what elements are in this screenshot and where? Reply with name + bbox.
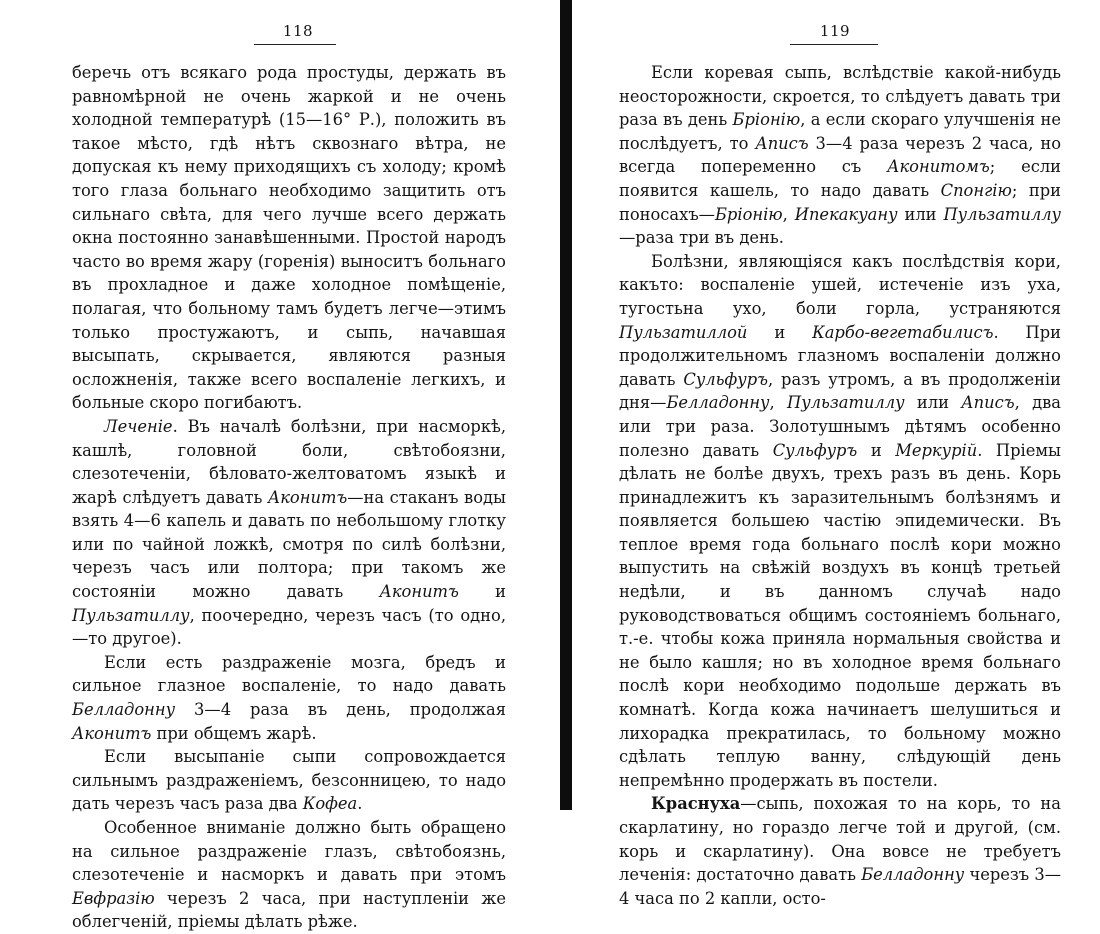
emphasized-term: Евфразію — [72, 888, 155, 908]
text-run: и — [857, 440, 896, 460]
text-run: , два или три раза. Золотушнымъ дѣтямъ особенно полезно давать — [619, 393, 1061, 460]
text-run: . Пріемы дѣлать не болѣе двухъ, трехъ разъ въ день. Корь принадлежитъ къ заразительнымъ болѣзнямъ и появляется большею частію эпидемически. Въ теплое время года больнаго послѣ кори можно выпустить на свѣжій воздухъ въ концѣ третьей недѣли, и въ данномъ случаѣ надо руководствоваться общимъ состояніемъ больнаго, т.-е. чтобы кожа приняла нормальныя свойства и не было кашля; но въ холодное время больнаго послѣ кори необходимо подольше держать въ комнатѣ. Когда кожа начинаетъ шелушиться и лихорадка прекратилась, то больному можно сдѣлать теплую ванну, слѣдующій день непремѣнно продержать въ постели. — [619, 440, 1062, 790]
paragraph — [72, 61, 506, 415]
emphasized-term: Кофеа — [302, 794, 358, 814]
text-run: , разъ утромъ, а въ продолженіи дня— — [619, 369, 1061, 413]
text-run: —сыпь, похожая то на корь, то на скарлатину, но гораздо легче той и другой, (см. корь и скарлатину). Она вовсе не требуетъ леченія: достаточно давать — [619, 794, 1061, 885]
text-run: Болѣзни, являющіяся какъ послѣдствія кори, какъто: воспаленіе ушей, истеченіе изъ уха, тугостьна ухо, боли горла, устраняются — [619, 251, 1061, 318]
emphasized-term: Сульфуръ — [683, 369, 768, 389]
text-run: ; при поносахъ— — [619, 180, 1061, 224]
text-run: Если коревая сыпь, вслѣдствіе какой-нибудь неосторожности, скроется, то слѣдуетъ давать три раза въ день — [619, 63, 1061, 130]
paragraph — [72, 816, 506, 934]
emphasized-term: Аконитомъ — [887, 157, 990, 177]
emphasized-term: Белладонну — [861, 865, 965, 885]
text-run: ; если появится кашель, то надо давать — [619, 157, 1062, 200]
emphasized-term: Меркурій — [895, 440, 978, 460]
text-run: и — [747, 322, 813, 342]
left-page-text — [72, 61, 506, 934]
paragraph — [619, 250, 1061, 793]
emphasized-term: Бріонію — [732, 110, 801, 130]
emphasized-term: Спонгію — [940, 180, 1012, 200]
text-run: , а если скораго улучшенія не послѣдуетъ, то — [619, 110, 1061, 153]
text-run: —раза три въ день. — [619, 228, 784, 248]
paragraph — [72, 651, 506, 745]
text-run: , — [769, 393, 788, 413]
emphasized-term: Аконитъ — [267, 487, 348, 507]
text-run: Особенное вниманіе должно быть обращено на сильное раздраженіе глазъ, свѣтобоязнь, слезотеченіе и насморкъ и давать при этомъ — [72, 818, 506, 885]
emphasized-term: Леченіе — [104, 416, 173, 436]
text-run: беречь отъ всякаго рода простуды, держать въ равномѣрной не очень жаркой и не очень холодной температурѣ (15—16° Р.), положить въ такое мѣсто, гдѣ нѣтъ сквознаго вѣтра, не допуская къ нему приходящихъ съ холоду; кромѣ того глаза больнаго необходимо защитить отъ сильнаго свѣта, для чего лучше всего держать окна постоянно занавѣшенными. Простой народъ часто во время жару (горенія) выноситъ больнаго въ прохладное и даже холодное помѣщеніе, полагая, что больному тамъ будетъ легче—этимъ только простужаютъ, и сыпь, начавшая высыпать, скрывается, являются разныя осложненія, также всего воспаленіе легкихъ, и больные скоро погибаютъ. — [72, 63, 506, 413]
emphasized-term: Аписъ — [755, 133, 809, 153]
emphasized-term: Пульзатиллой — [619, 322, 748, 342]
text-run: Если высыпаніе сыпи сопровождается сильнымъ раздраженіемъ, безсонницею, то надо дать черезъ часъ раза два — [72, 747, 506, 814]
emphasized-term: Пульзатиллу — [787, 393, 905, 413]
paragraph — [619, 61, 1061, 250]
text-run: Если есть раздраженіе мозга, бредъ и сильное глазное воспаленіе, то надо давать — [72, 652, 506, 696]
text-run: 3—4 раза въ день, продолжая — [175, 700, 506, 720]
emphasized-term: Аписъ — [961, 393, 1015, 413]
page-number-left: 118 — [282, 22, 314, 40]
page-number-right: 119 — [819, 22, 851, 40]
text-run: , поочередно, черезъ часъ (то одно,—то другое). — [72, 605, 506, 649]
text-run: или — [897, 204, 944, 224]
text-run: или — [904, 393, 962, 413]
emphasized-term: Белладонну — [666, 393, 770, 413]
emphasized-term: Ипекакуану — [794, 204, 898, 224]
emphasized-term: Карбо-вегетабилисъ — [812, 322, 994, 342]
text-run: и — [458, 582, 506, 602]
book-gutter — [560, 0, 572, 810]
page-number-rule-right — [790, 44, 878, 45]
text-run: . При продолжительномъ глазномъ воспаленіи должно давать — [619, 322, 1061, 389]
right-page-text — [619, 61, 1061, 910]
emphasized-term: Пульзатиллу — [72, 605, 190, 625]
emphasized-term: Пульзатиллу — [943, 204, 1061, 224]
text-run: —на стаканъ воды взять 4—6 капель и давать по небольшому глотку или по чайной ложкѣ, смотря по силѣ болѣзни, черезъ часъ или полтора; при такомъ же состояніи можно давать — [72, 487, 507, 602]
emphasized-term: Сульфуръ — [772, 440, 858, 460]
paragraph — [72, 415, 506, 651]
paragraph — [72, 745, 506, 816]
text-run: , — [782, 204, 795, 224]
text-run: черезъ 3—4 часа по 2 капли, осто- — [619, 865, 1061, 908]
paragraph — [619, 792, 1061, 910]
text-run: при общемъ жарѣ. — [151, 723, 317, 743]
text-run: 3—4 раза черезъ 2 часа, но всегда попеременно съ — [619, 133, 1062, 177]
emphasized-term: Белладонну — [72, 700, 176, 720]
emphasized-term: Аконитъ — [379, 582, 459, 602]
emphasized-term: Бріонію — [714, 204, 783, 224]
text-run: . Въ началѣ болѣзни, при насморкѣ, кашлѣ, головной боли, свѣтобоязни, слезотеченіи, бѣловато-желтоватомъ языкѣ и жарѣ слѣдуетъ давать — [72, 416, 506, 507]
page-number-rule-left — [254, 44, 336, 45]
text-run: . — [357, 794, 363, 814]
emphasized-term: Аконитъ — [72, 723, 152, 743]
bold-heading-term: Краснуха — [651, 794, 741, 814]
right-page — [572, 0, 1100, 908]
text-run: черезъ 2 часа, при наступленіи же облегченій, пріемы дѣлать рѣже. — [72, 888, 506, 932]
